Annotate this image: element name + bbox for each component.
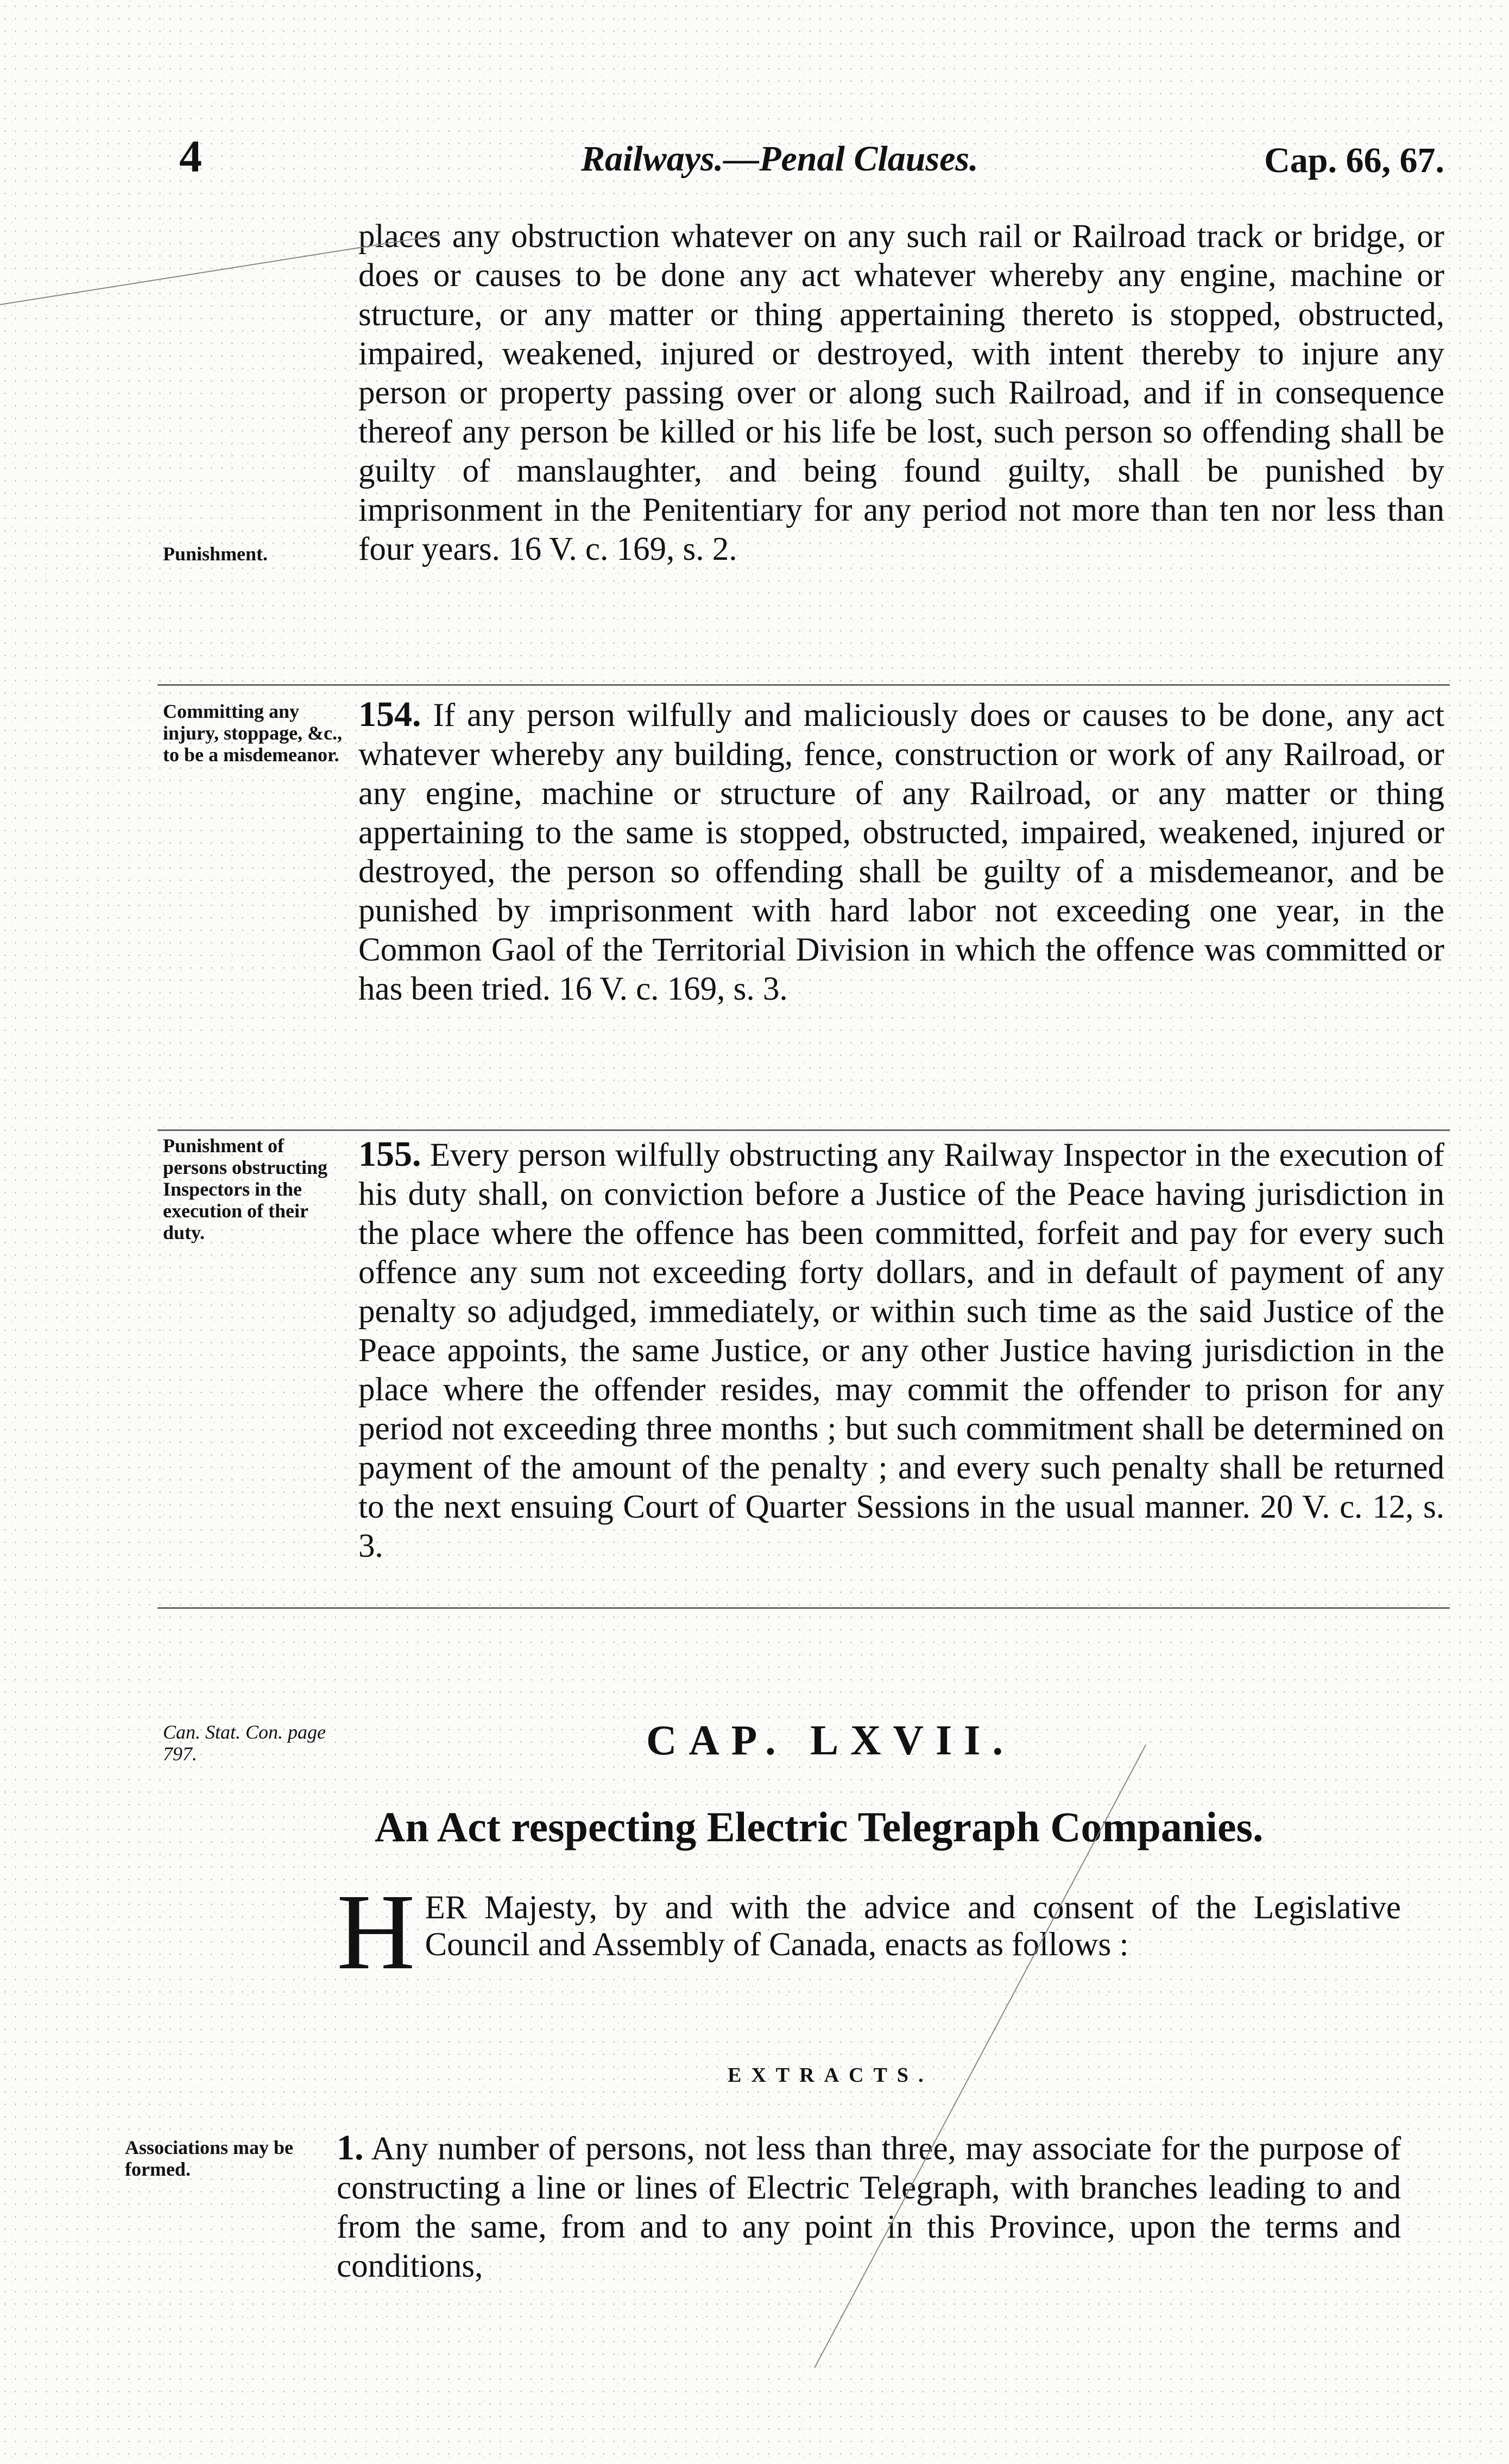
margin-note-punishment: Punishment. — [163, 543, 268, 565]
paragraph-text: places any obstruction whatever on any such rail or Railroad track or bridge, or does or causes to be done any act whatever whereby any engine, machine or structure, or any matter or thing appertaining thereto is stopped, obstructed, impaired, weakened, injured or destroyed, with intent thereby to injure any person or property passing over or along such Railroad, and if in consequence thereof any person be killed or his life be lost, such person so offending shall be guilty of manslaughter, and being found guilty, shall be punished by imprisonment in the Penitentiary for any period not more than ten nor less than four years. 16 V. c. 169, s. 2. — [358, 218, 1444, 567]
section-number: 1. — [337, 2128, 364, 2168]
margin-note-associations: Associations may be formed. — [125, 2137, 294, 2180]
enacting-clause — [337, 1872, 1401, 1992]
drop-capital: H — [337, 1872, 415, 1992]
page-number: 4 — [179, 131, 202, 182]
extracts-heading: EXTRACTS. — [728, 2064, 933, 2087]
section-154 — [358, 695, 1444, 1108]
margin-note-misdemeanor: Committing any injury, stoppage, &c., to be a misdemeanor. — [163, 700, 343, 766]
section-1 — [337, 2128, 1401, 2291]
section-divider — [157, 1129, 1450, 1131]
act-title: An Act respecting Electric Telegraph Companies. — [375, 1803, 1264, 1850]
section-text: If any person wilfully and maliciously does or causes to be done, any act whatever whereby any building, fence, construction or work of any Railroad, or any engine, machine or structure of any Railroad, or any matter or thing appertaining to the same is stopped, obstructed, impaired, weakened, injured or destroyed, the person so offending shall be guilty of a misdemeanor, and be punished by imprisonment with hard labor not exceeding one year, in the Common Gaol of the Territorial Division in which the offence was committed or has been tried. 16 V. c. 169, s. 3. — [358, 697, 1444, 1007]
section-text: Any number of persons, not less than three, may associate for the purpose of constructing a line or lines of Electric Telegraph, with branches leading to and from the same, from and to any point in this Province, upon the terms and conditions, — [337, 2131, 1401, 2284]
enacting-text: ER Majesty, by and with the advice and consent of the Legislative Council and Assembly of Canada, enacts as follows : — [425, 1890, 1401, 1963]
section-number: 155. — [358, 1134, 421, 1174]
chapter-title: CAP. LXVII. — [646, 1716, 1015, 1764]
section-text: Every person wilfully obstructing any Railway Inspector in the execution of his duty shall, on conviction before a Justice of the Peace having jurisdiction in the place where the offence has been committed, forfeit and pay for every such offence any sum not exceeding forty dollars, and in default of payment of any penalty so adjudged, immediately, or within such time as the said Justice of the Peace appoints, the same Justice, or any other Justice having jurisdiction in the place where the offender resides, may commit the offender to prison for any period not exceeding three months ; but such commitment shall be determined on payment of the amount of the penalty ; and every such penalty shall be returned to the next ensuing Court of Quarter Sessions in the usual manner. 20 V. c. 12, s. 3. — [358, 1137, 1444, 1564]
section-number: 154. — [358, 694, 421, 734]
running-title: Railways.—Penal Clauses. — [581, 139, 978, 179]
page-header — [179, 130, 1444, 190]
section-155 — [358, 1135, 1444, 1699]
continued-paragraph — [358, 217, 1444, 662]
section-divider — [157, 684, 1450, 686]
margin-reference: Can. Stat. Con. page 797. — [163, 1721, 326, 1765]
margin-note-obstructing-inspectors: Punishment of persons obstructing Inspectors in the execution of their duty. — [163, 1135, 328, 1243]
section-divider — [157, 1607, 1450, 1609]
chapter-reference: Cap. 66, 67. — [1264, 141, 1444, 180]
